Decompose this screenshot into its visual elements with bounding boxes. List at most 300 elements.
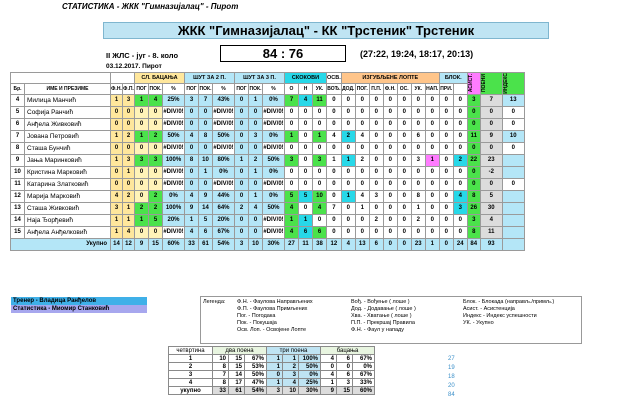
quarter-cell: 0% bbox=[299, 371, 321, 379]
stat-cell: 0 bbox=[369, 166, 383, 178]
quarters-header: три поена bbox=[267, 347, 321, 355]
stat-cell: 64% bbox=[213, 202, 235, 214]
stat-cell: 2 bbox=[249, 154, 263, 166]
stat-cell: 0 bbox=[425, 166, 439, 178]
stat-cell: #DIV/0! bbox=[163, 106, 185, 118]
stat-cell: 0 bbox=[397, 214, 411, 226]
stat-cell bbox=[502, 166, 524, 178]
stat-cell: 6 bbox=[299, 226, 313, 238]
stat-cell: 0 bbox=[135, 190, 149, 202]
stat-cell: 0 bbox=[235, 190, 249, 202]
player-name: Сташа Живковић bbox=[25, 202, 111, 214]
stat-cell: 1 bbox=[249, 94, 263, 106]
stat-cell: 0 bbox=[439, 202, 453, 214]
quarter-points: 27 bbox=[448, 356, 455, 362]
quarter-cell: 0 bbox=[321, 363, 337, 371]
stat-cell: #DIV/0! bbox=[263, 118, 285, 130]
stat-cell: 43% bbox=[213, 94, 235, 106]
stat-cell: 0 bbox=[369, 154, 383, 166]
stat-cell: 0 bbox=[235, 214, 249, 226]
col-header: % bbox=[213, 83, 235, 94]
stat-cell: 0 bbox=[383, 130, 397, 142]
stat-cell: 2 bbox=[149, 190, 163, 202]
stat-cell: 0 bbox=[327, 226, 342, 238]
stat-cell: 4 bbox=[185, 130, 199, 142]
stat-cell: 0% bbox=[213, 166, 235, 178]
stat-cell: 2 bbox=[123, 190, 135, 202]
stat-cell: 7 bbox=[327, 202, 342, 214]
stat-cell: 84 bbox=[467, 238, 480, 250]
stat-cell: 0 bbox=[480, 106, 502, 118]
stat-cell: 10 bbox=[249, 238, 263, 250]
stat-cell: 0 bbox=[327, 142, 342, 154]
stat-cell: 1 bbox=[313, 130, 327, 142]
stat-cell: 0 bbox=[439, 118, 453, 130]
stat-cell: 1 bbox=[249, 166, 263, 178]
stat-cell: 0 bbox=[355, 226, 369, 238]
stat-cell: 0 bbox=[425, 214, 439, 226]
league-round: II ЖЛС - југ - 8. коло bbox=[106, 51, 179, 60]
stat-cell bbox=[502, 214, 524, 226]
col-header: ПОГ bbox=[185, 83, 199, 94]
stat-cell: 0 bbox=[299, 178, 313, 190]
quarter-row bbox=[169, 363, 375, 371]
stat-cell: 0 bbox=[313, 178, 327, 190]
player-name: Јована Петровић bbox=[25, 130, 111, 142]
stat-cell: 0 bbox=[341, 94, 355, 106]
quarter-cell: 67% bbox=[353, 371, 375, 379]
legend-box bbox=[200, 296, 582, 344]
stat-cell: 4 bbox=[149, 94, 163, 106]
stat-cell: 0 bbox=[397, 154, 411, 166]
stat-cell: 23 bbox=[480, 154, 502, 166]
stat-cell: 12 bbox=[123, 238, 135, 250]
stat-cell: 0 bbox=[327, 190, 342, 202]
player-number: 6 bbox=[11, 118, 25, 130]
player-name: Софија Ранчић bbox=[25, 106, 111, 118]
quarter-cell: 9 bbox=[321, 387, 337, 395]
stat-cell: 1 bbox=[299, 214, 313, 226]
stat-cell: 1 bbox=[199, 166, 213, 178]
col-header: % bbox=[263, 83, 285, 94]
stat-cell: 0 bbox=[135, 226, 149, 238]
stat-cell: 2 bbox=[411, 214, 425, 226]
stat-cell: 1 bbox=[111, 94, 123, 106]
stat-cell: 4 bbox=[355, 190, 369, 202]
stat-cell: 0 bbox=[411, 106, 425, 118]
table-row bbox=[11, 166, 525, 178]
stat-cell: 0 bbox=[299, 106, 313, 118]
stat-cell bbox=[502, 226, 524, 238]
legend-column-2 bbox=[351, 299, 416, 334]
stat-cell: 0 bbox=[425, 106, 439, 118]
stat-cell: 7 bbox=[480, 94, 502, 106]
stat-cell: 100% bbox=[163, 154, 185, 166]
header-rebounds: СКОКОВИ bbox=[285, 73, 327, 84]
stat-cell: 5 bbox=[199, 214, 213, 226]
stat-cell: 0 bbox=[453, 118, 467, 130]
stat-cell: 27 bbox=[285, 238, 299, 250]
header-blank bbox=[11, 73, 111, 84]
stat-cell: 3 bbox=[149, 154, 163, 166]
stat-cell: 44% bbox=[213, 190, 235, 202]
player-number: 7 bbox=[11, 130, 25, 142]
quarter-cell: 15 bbox=[229, 355, 245, 363]
stat-cell: 0 bbox=[467, 106, 480, 118]
quarter-cell: 10 bbox=[283, 387, 299, 395]
legend-entry: П.П. - Прекршај Правила bbox=[351, 320, 415, 326]
stat-cell: 67% bbox=[213, 226, 235, 238]
quarters-header: два поена bbox=[213, 347, 267, 355]
stat-cell: 0 bbox=[439, 154, 453, 166]
stat-cell: 7 bbox=[285, 94, 299, 106]
col-header: Н bbox=[299, 83, 313, 94]
legend-entry: Ф.П. - Фаулова Примљених bbox=[237, 306, 308, 312]
stat-cell: 24 bbox=[453, 238, 467, 250]
stat-cell bbox=[502, 190, 524, 202]
stat-cell: 0 bbox=[299, 202, 313, 214]
stat-cell: 0 bbox=[249, 178, 263, 190]
player-name: Јања Маринковић bbox=[25, 154, 111, 166]
stat-cell: 0 bbox=[235, 166, 249, 178]
stat-cell: 0 bbox=[327, 118, 342, 130]
quarter-points: 20 bbox=[448, 383, 455, 389]
stat-cell: 2 bbox=[341, 130, 355, 142]
stat-cell: 1 bbox=[411, 202, 425, 214]
stat-cell: 0 bbox=[453, 94, 467, 106]
stat-cell: 1 bbox=[135, 214, 149, 226]
col-header: ВОЂ. bbox=[327, 83, 342, 94]
quarter-label: 2 bbox=[169, 363, 213, 371]
stat-cell: 0 bbox=[453, 142, 467, 154]
stat-cell: 10 bbox=[199, 154, 213, 166]
quarter-cell: 60% bbox=[353, 387, 375, 395]
stat-cell: 0 bbox=[123, 178, 135, 190]
stat-cell: -2 bbox=[480, 166, 502, 178]
stat-cell: 0 bbox=[355, 142, 369, 154]
header-blank bbox=[111, 73, 135, 84]
stat-cell: 1 bbox=[123, 214, 135, 226]
col-header: Ф.П. bbox=[123, 83, 135, 94]
statistician-label: Статистика - Миомир Станковић bbox=[11, 305, 147, 313]
stat-cell: 23 bbox=[411, 238, 425, 250]
stat-cell: 0 bbox=[313, 118, 327, 130]
col-header: П.П. bbox=[369, 83, 383, 94]
stat-cell: 1 bbox=[111, 154, 123, 166]
stat-cell: 0 bbox=[453, 178, 467, 190]
stat-cell: 0 bbox=[313, 142, 327, 154]
stat-cell: 0 bbox=[355, 106, 369, 118]
stat-cell: 3 bbox=[123, 94, 135, 106]
stat-cell: 0 bbox=[439, 106, 453, 118]
stat-cell: 0 bbox=[439, 238, 453, 250]
quarter-cell: 33 bbox=[213, 387, 229, 395]
period-scores: (27:22, 19:24, 18:17, 20:13) bbox=[360, 49, 474, 59]
col-header: % bbox=[163, 83, 185, 94]
stat-cell: 4 bbox=[285, 202, 299, 214]
stat-cell: 0 bbox=[439, 94, 453, 106]
stat-cell: 0 bbox=[397, 118, 411, 130]
stat-cell: 0 bbox=[235, 118, 249, 130]
stat-cell: 0 bbox=[425, 190, 439, 202]
stat-cell: 9 bbox=[135, 238, 149, 250]
quarter-points: 19 bbox=[448, 365, 455, 371]
stat-cell: 11 bbox=[313, 94, 327, 106]
stat-cell: 50% bbox=[263, 202, 285, 214]
stat-cell: 0 bbox=[425, 142, 439, 154]
stat-cell: 0 bbox=[135, 166, 149, 178]
stat-cell: 80% bbox=[213, 154, 235, 166]
header-poeni bbox=[480, 73, 502, 95]
quarter-cell: 3 bbox=[337, 379, 353, 387]
stat-cell: 0 bbox=[149, 226, 163, 238]
quarter-cell: 14 bbox=[229, 371, 245, 379]
col-header: УК. bbox=[411, 83, 425, 94]
col-header: Ф.Н. bbox=[383, 83, 397, 94]
player-name: Сташа Бунчић bbox=[25, 142, 111, 154]
stat-cell: #DIV/0! bbox=[263, 226, 285, 238]
quarter-cell: 1 bbox=[267, 355, 283, 363]
stat-cell: 0 bbox=[502, 118, 524, 130]
stat-cell: 13 bbox=[502, 94, 524, 106]
stat-cell: 0 bbox=[341, 106, 355, 118]
stat-cell: 0 bbox=[425, 178, 439, 190]
stat-cell: #DIV/0! bbox=[263, 142, 285, 154]
stat-cell: 30 bbox=[480, 202, 502, 214]
quarter-cell: 15 bbox=[229, 363, 245, 371]
stat-cell: 10 bbox=[313, 190, 327, 202]
stat-cell: 0 bbox=[453, 130, 467, 142]
stat-cell: 0 bbox=[149, 166, 163, 178]
stat-cell: 0% bbox=[263, 166, 285, 178]
stat-cell: 0 bbox=[185, 106, 199, 118]
stat-cell: 0 bbox=[383, 166, 397, 178]
stat-cell bbox=[502, 238, 524, 250]
quarter-cell: 1 bbox=[267, 363, 283, 371]
legend-entry: Блок. - Блокада (направљ./примљ.) bbox=[463, 299, 555, 305]
stat-cell: 8 bbox=[411, 190, 425, 202]
stat-cell: 0 bbox=[111, 178, 123, 190]
quarter-row bbox=[169, 387, 375, 395]
stat-cell: 0 bbox=[502, 142, 524, 154]
stat-cell: 0 bbox=[453, 214, 467, 226]
legend-entry: Асист. - Асистенција bbox=[463, 306, 515, 312]
player-stats-table bbox=[10, 72, 525, 251]
stat-cell: 0 bbox=[439, 190, 453, 202]
stat-cell: 0 bbox=[149, 142, 163, 154]
table-row bbox=[11, 202, 525, 214]
stat-cell: 0 bbox=[425, 202, 439, 214]
stat-cell: 0 bbox=[341, 214, 355, 226]
stat-cell: 4 bbox=[341, 238, 355, 250]
stat-cell: 0 bbox=[185, 178, 199, 190]
stat-cell: 3 bbox=[467, 214, 480, 226]
stat-cell: 0 bbox=[397, 106, 411, 118]
stat-cell bbox=[502, 154, 524, 166]
stat-cell: 0 bbox=[185, 142, 199, 154]
player-number: 15 bbox=[11, 226, 25, 238]
col-header: ПРИ. bbox=[439, 83, 453, 94]
stat-cell: 0 bbox=[299, 130, 313, 142]
table-row bbox=[11, 142, 525, 154]
quarter-cell: 100% bbox=[299, 355, 321, 363]
stat-cell: 1 bbox=[355, 202, 369, 214]
quarter-label: 1 bbox=[169, 355, 213, 363]
stat-cell: 0 bbox=[249, 214, 263, 226]
stat-cell: #DIV/0! bbox=[213, 142, 235, 154]
quarter-cell: 0% bbox=[353, 363, 375, 371]
stat-cell: #DIV/0! bbox=[263, 214, 285, 226]
stat-cell: 0 bbox=[299, 166, 313, 178]
final-score: 84 : 76 bbox=[220, 45, 346, 62]
stat-cell: 5 bbox=[299, 190, 313, 202]
col-header: НАП. bbox=[425, 83, 439, 94]
stat-cell: 10 bbox=[502, 130, 524, 142]
stat-cell bbox=[502, 202, 524, 214]
stat-cell: 0 bbox=[383, 214, 397, 226]
stat-cell: 93 bbox=[480, 238, 502, 250]
player-name: Анђела Анђелковић bbox=[25, 226, 111, 238]
stat-cell: 0 bbox=[123, 118, 135, 130]
stat-cell: 0 bbox=[149, 118, 163, 130]
col-header: Бр. bbox=[11, 83, 25, 94]
stat-cell: 0 bbox=[425, 130, 439, 142]
stat-cell: 0 bbox=[355, 166, 369, 178]
stat-cell: 0 bbox=[397, 142, 411, 154]
player-number: 13 bbox=[11, 202, 25, 214]
stat-cell: 0 bbox=[135, 106, 149, 118]
table-row bbox=[11, 130, 525, 142]
stat-cell: 1 bbox=[341, 190, 355, 202]
quarter-label: укупно bbox=[169, 387, 213, 395]
stat-cell: 1 bbox=[135, 130, 149, 142]
stat-cell: 50% bbox=[263, 154, 285, 166]
stat-cell: 4 bbox=[480, 214, 502, 226]
stat-cell: 25% bbox=[163, 94, 185, 106]
table-row bbox=[11, 226, 525, 238]
stat-cell: 3 bbox=[111, 202, 123, 214]
stat-cell: #DIV/0! bbox=[163, 142, 185, 154]
stat-cell: 1 bbox=[235, 154, 249, 166]
stat-cell: 3 bbox=[467, 94, 480, 106]
quarter-cell: 8 bbox=[213, 363, 229, 371]
stat-cell: 0 bbox=[425, 118, 439, 130]
stat-cell: 0 bbox=[327, 214, 342, 226]
stat-cell: 0 bbox=[369, 106, 383, 118]
stat-cell: 3 bbox=[453, 202, 467, 214]
stat-cell: 0 bbox=[199, 142, 213, 154]
stat-cell: 0 bbox=[235, 178, 249, 190]
legend-entry: Индекс - Индекс успешности bbox=[463, 313, 537, 319]
stat-cell: 1 bbox=[425, 238, 439, 250]
stat-cell: 0 bbox=[397, 166, 411, 178]
stat-cell: 0 bbox=[411, 166, 425, 178]
stat-cell: 0 bbox=[369, 178, 383, 190]
stat-cell: 0 bbox=[185, 166, 199, 178]
stat-cell: 0 bbox=[341, 118, 355, 130]
stat-cell: 0 bbox=[425, 94, 439, 106]
stat-cell: 0 bbox=[341, 142, 355, 154]
player-number: 4 bbox=[11, 94, 25, 106]
legend-entry: Вођ. - Вођење ( лоше ) bbox=[351, 299, 410, 305]
stat-cell: 0 bbox=[313, 106, 327, 118]
stat-cell: 1 bbox=[135, 94, 149, 106]
legend-entry: Осв. Лоп. - Освојене Лопте bbox=[237, 327, 307, 333]
stat-cell: 1 bbox=[249, 190, 263, 202]
stat-cell: 0 bbox=[439, 166, 453, 178]
stat-cell: 4 bbox=[327, 130, 342, 142]
col-header: ДОД. bbox=[341, 83, 355, 94]
stat-cell: 0 bbox=[111, 142, 123, 154]
stat-cell: 11 bbox=[299, 238, 313, 250]
stat-cell: 2 bbox=[135, 202, 149, 214]
table-row bbox=[11, 214, 525, 226]
stat-cell: 5 bbox=[285, 190, 299, 202]
stat-cell: 1 bbox=[425, 154, 439, 166]
stat-cell: 4 bbox=[185, 190, 199, 202]
stat-cell: 0 bbox=[411, 226, 425, 238]
stat-cell: 0 bbox=[285, 142, 299, 154]
stat-cell: 2 bbox=[123, 130, 135, 142]
stat-cell: 0 bbox=[111, 118, 123, 130]
stat-cell: 0 bbox=[502, 178, 524, 190]
quarter-cell: 61 bbox=[229, 387, 245, 395]
stat-cell: #DIV/0! bbox=[213, 118, 235, 130]
stat-cell: 0 bbox=[111, 106, 123, 118]
stat-cell: 50% bbox=[213, 130, 235, 142]
stat-cell: 0 bbox=[199, 178, 213, 190]
col-header: ПОК. bbox=[149, 83, 163, 94]
stat-cell: 9 bbox=[185, 202, 199, 214]
stat-cell: 0 bbox=[383, 238, 397, 250]
stat-cell: 2 bbox=[453, 154, 467, 166]
header-asist bbox=[467, 73, 480, 95]
col-header: ПОК. bbox=[199, 83, 213, 94]
stat-cell: 1 bbox=[111, 226, 123, 238]
stat-cell: 0 bbox=[383, 202, 397, 214]
quarter-cell: 1 bbox=[321, 379, 337, 387]
stat-cell: 3 bbox=[249, 130, 263, 142]
stat-cell: 0 bbox=[327, 178, 342, 190]
legend-entry: Дод. - Додавање ( лоше ) bbox=[351, 306, 416, 312]
col-header: ПОК. bbox=[249, 83, 263, 94]
stat-cell: 13 bbox=[355, 238, 369, 250]
stat-cell: 4 bbox=[111, 190, 123, 202]
quarter-cell: 15 bbox=[337, 387, 353, 395]
match-date: 03.12.2017. Пирот bbox=[106, 63, 162, 70]
stat-cell: 0 bbox=[285, 178, 299, 190]
stat-cell: 30% bbox=[263, 238, 285, 250]
header-index bbox=[502, 73, 524, 95]
stat-cell: 0 bbox=[383, 94, 397, 106]
stat-cell: 3 bbox=[135, 154, 149, 166]
header-steals: ОСВ. bbox=[327, 73, 342, 84]
quarter-cell: 50% bbox=[245, 371, 267, 379]
player-number: 11 bbox=[11, 178, 25, 190]
col-header: ПОГ. bbox=[355, 83, 369, 94]
player-number: 12 bbox=[11, 190, 25, 202]
stat-cell: 1 bbox=[327, 154, 342, 166]
stat-cell: 3 bbox=[285, 154, 299, 166]
header-asist-label: АСИСТ. bbox=[467, 74, 474, 93]
stat-cell: 3 bbox=[123, 154, 135, 166]
player-name: Марија Марковић bbox=[25, 190, 111, 202]
stat-cell: 0 bbox=[383, 178, 397, 190]
table-row bbox=[11, 154, 525, 166]
stat-cell: 8 bbox=[467, 226, 480, 238]
player-name: Милица Манчић bbox=[25, 94, 111, 106]
stat-cell: 4 bbox=[355, 130, 369, 142]
